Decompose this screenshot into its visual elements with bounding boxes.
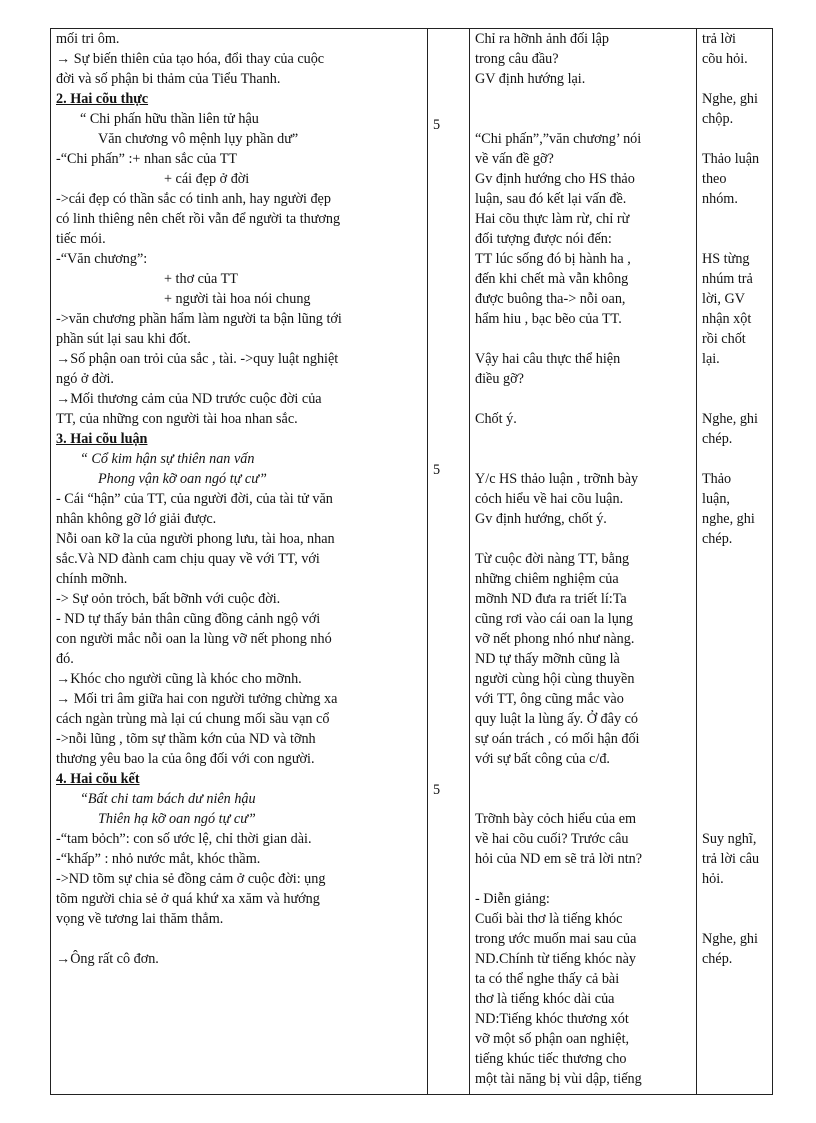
text-line: vỡ một số phận oan nghiệt,	[475, 1031, 630, 1047]
time-mark: 5	[433, 462, 441, 478]
text-line: ->nỗi lũng , tõm sự thầm kớn của ND và tỡnh	[56, 731, 316, 747]
text-line	[475, 529, 697, 549]
text-line	[702, 809, 772, 829]
text-line	[702, 689, 772, 709]
text-line	[702, 549, 772, 569]
text-line: lời, GV	[702, 291, 745, 307]
text-line: phần sút lại sau khi đốt.	[56, 331, 191, 347]
text-line: nhân không gỡ lớ giải được.	[56, 511, 217, 527]
text-line: + người tài hoa nói chung	[164, 291, 311, 307]
text-line: -“Văn chương”:	[56, 251, 148, 267]
text-line	[475, 789, 697, 809]
text-line: với sự bất công của c/đ.	[475, 751, 610, 767]
text-line: ngó ở đời.	[56, 371, 114, 387]
text-line: nghe, ghi	[702, 511, 755, 527]
text-line	[702, 789, 772, 809]
text-line: + thơ của TT	[164, 271, 238, 287]
text-line	[475, 769, 697, 789]
text-line: được buông tha-> nỗi oan,	[475, 291, 626, 307]
text-line: nhóm.	[702, 191, 738, 207]
text-line: rồi chốt	[702, 331, 746, 347]
text-line: Suy nghĩ,	[702, 831, 757, 847]
text-line: cõu hỏi.	[702, 51, 748, 67]
text-line: Cuối bài thơ là tiếng khóc	[475, 911, 623, 927]
text-line: về vấn đề gỡ?	[475, 151, 554, 167]
text-line: đời và số phận bi thảm của Tiểu Thanh.	[56, 71, 281, 87]
text-line: mỡnh ND đưa ra triết lí:Ta	[475, 591, 627, 607]
text-line: ->cái đẹp có thần sắc có tinh anh, hay người đẹp	[56, 191, 331, 207]
text-line	[702, 769, 772, 789]
text-line: trong câu đầu?	[475, 51, 559, 67]
text-line: Nghe, ghi	[702, 91, 758, 107]
poem-line: “ Cổ kim hận sự thiên nan vấn	[80, 451, 255, 467]
text-line: GV định hướng lại.	[475, 71, 586, 87]
text-line	[702, 209, 772, 229]
column-divider	[427, 29, 428, 1094]
text-line: luận, sau đó kết lại vấn đề.	[475, 191, 627, 207]
text-line	[475, 869, 697, 889]
text-line: hỏi của ND em sẽ trả lời ntn?	[475, 851, 643, 867]
text-line	[702, 609, 772, 629]
text-line: người cùng hội cùng thuyền	[475, 671, 635, 687]
text-line	[475, 449, 697, 469]
student-activity-column	[702, 29, 772, 969]
text-line: →Mối thương cảm của ND trước cuộc đời của	[56, 391, 322, 407]
text-line: “Chi phấn”,”văn chương’ nói	[475, 131, 642, 147]
text-line	[702, 129, 772, 149]
text-line: chép.	[702, 951, 733, 967]
text-line: mối tri ôm.	[56, 31, 120, 47]
text-line: - ND tự thấy bản thân cũng đồng cảnh ngộ với	[56, 611, 321, 627]
text-line: nhúm trả	[702, 271, 753, 287]
text-line: - Diễn giảng:	[475, 891, 550, 907]
text-line: → Mối tri âm giữa hai con người tưởng chừng xa	[56, 691, 338, 707]
text-line: lại.	[702, 351, 720, 367]
text-line: hẩm hiu , bạc bẽo của TT.	[475, 311, 622, 327]
text-line	[702, 749, 772, 769]
text-line: Y/c HS thảo luận , trỡnh bày	[475, 471, 639, 487]
text-line: Trỡnh bày cỏch hiểu của em	[475, 811, 637, 827]
text-line: chính mỡnh.	[56, 571, 128, 587]
text-line: Nghe, ghi	[702, 931, 758, 947]
text-line: →Ông rất cô đơn.	[56, 951, 159, 967]
text-line	[702, 629, 772, 649]
text-line	[702, 389, 772, 409]
text-line: những chiêm nghiệm của	[475, 571, 619, 587]
poem-line: Phong vận kỡ oan ngó tự cư”	[98, 471, 267, 487]
text-line: Nỗi oan kỡ la của người phong lưu, tài hoa, nhan	[56, 531, 335, 547]
text-line: -> Sự oỏn trỏch, bất bỡnh với cuộc đời.	[56, 591, 281, 607]
text-line: + cái đẹp ở đời	[164, 171, 250, 187]
text-line: tõm người chia sẻ ở quá khứ xa xăm và hướng	[56, 891, 320, 907]
text-line: cách ngàn trùng mà lại cú chung mối sầu vạn cổ	[56, 711, 330, 727]
text-line	[702, 449, 772, 469]
text-line: → Sự biến thiên của tạo hóa, đổi thay của cuộc	[56, 51, 325, 67]
lesson-table	[50, 28, 773, 1095]
text-line: ta có thể nghe thấy cả bài	[475, 971, 620, 987]
text-line: TT, của những con người tài hoa nhan sắc.	[56, 411, 298, 427]
text-line: chộp.	[702, 111, 734, 127]
text-line: chép.	[702, 531, 733, 547]
text-line: sự oán trách , có mối hận đối	[475, 731, 640, 747]
text-line	[56, 929, 422, 949]
text-line	[702, 589, 772, 609]
text-line: Nghe, ghi	[702, 411, 758, 427]
section-heading: 3. Hai cõu luận	[56, 431, 148, 447]
text-line: đối tượng được nói đến:	[475, 231, 612, 247]
text-line	[702, 909, 772, 929]
text-line	[702, 569, 772, 589]
text-line: thơ là tiếng khóc dài của	[475, 991, 615, 1007]
text-line	[702, 669, 772, 689]
text-line: ->văn chương phần hẩm làm người ta bận lũng tới	[56, 311, 342, 327]
text-line: TT lúc sống đó bị hành ha ,	[475, 251, 631, 267]
time-mark: 5	[433, 782, 441, 798]
text-line: luận,	[702, 491, 730, 507]
text-line: vọng về tương lai thăm thẳm.	[56, 911, 224, 927]
text-line	[702, 229, 772, 249]
text-line: với TT, ông cũng mắc vào	[475, 691, 624, 707]
text-line	[475, 389, 697, 409]
text-line: con người mắc nỗi oan la lùng vỡ nết phong nhó	[56, 631, 332, 647]
text-line: Chỉ ra hỡnh ảnh đối lập	[475, 31, 609, 47]
text-line: ->ND tõm sự chia sẻ đồng cảm ở cuộc đời: ụng	[56, 871, 326, 887]
text-line: Thảo	[702, 471, 732, 487]
text-line: vỡ nết phong nhó như nàng.	[475, 631, 635, 647]
poem-line: “Bất chi tam bách dư niên hậu	[80, 791, 256, 807]
text-line: - Cái “hận” của TT, của người đời, của tài tử văn	[56, 491, 333, 507]
text-line	[702, 889, 772, 909]
text-line: một tài năng bị vùi dập, tiếng	[475, 1071, 642, 1087]
text-line	[702, 729, 772, 749]
text-line	[702, 369, 772, 389]
text-line: có linh thiêng nên chết rồi vẫn để người ta thương	[56, 211, 341, 227]
text-line: quy luật la lùng ấy. Ở đây có	[475, 711, 638, 727]
text-line: cỏch hiểu về hai cõu luận.	[475, 491, 624, 507]
text-line: tiếng khúc tiếc thương cho	[475, 1051, 627, 1067]
section-heading: 2. Hai cõu thực	[56, 91, 149, 107]
text-line	[475, 109, 697, 129]
text-line: điều gỡ?	[475, 371, 524, 387]
text-line: đến khi chết mà vẫn không	[475, 271, 629, 287]
text-line: Từ cuộc đời nàng TT, bằng	[475, 551, 630, 567]
text-line	[702, 69, 772, 89]
text-line	[475, 329, 697, 349]
section-heading: 4. Hai cõu kết	[56, 771, 140, 787]
text-line: Gv định hướng, chốt ý.	[475, 511, 607, 527]
text-line: Gv định hướng cho HS thảo	[475, 171, 635, 187]
text-line: Thảo luận	[702, 151, 760, 167]
text-line: trả lời câu	[702, 851, 760, 867]
text-line: nhận xột	[702, 311, 752, 327]
time-mark: 5	[433, 117, 441, 133]
text-line	[702, 709, 772, 729]
content-column	[56, 29, 422, 969]
text-line: đó.	[56, 651, 74, 667]
text-line: Vậy hai câu thực thể hiện	[475, 351, 621, 367]
text-line	[702, 649, 772, 669]
text-line: →Khóc cho người cũng là khóc cho mỡnh.	[56, 671, 302, 687]
poem-line: “ Chi phấn hữu thần liên tử hậu	[80, 111, 259, 127]
text-line: ND:Tiếng khóc thương xót	[475, 1011, 629, 1027]
text-line	[475, 429, 697, 449]
text-line: thương yêu bao la của ông đối với con người.	[56, 751, 315, 767]
teacher-activity-column	[475, 29, 697, 1089]
text-line: Hai cõu thực làm rừ, chỉ rừ	[475, 211, 630, 227]
text-line: -“tam bỏch”: con số ước lệ, chỉ thời gian dài.	[56, 831, 312, 847]
text-line: sắc.Và ND đành cam chịu quay về với TT, với	[56, 551, 320, 567]
text-line: -“Chi phấn” :+ nhan sắc của TT	[56, 151, 238, 167]
text-line: ND.Chính từ tiếng khóc này	[475, 951, 636, 967]
text-line: về hai cõu cuối? Trước câu	[475, 831, 629, 847]
column-divider	[469, 29, 470, 1094]
text-line: trong ước muốn mai sau của	[475, 931, 637, 947]
text-line: hỏi.	[702, 871, 724, 887]
text-line: -“khấp” : nhỏ nước mắt, khóc thầm.	[56, 851, 261, 867]
text-line	[475, 89, 697, 109]
poem-line: Văn chương vô mệnh lụy phần dư”	[98, 131, 299, 147]
text-line: tiếc mói.	[56, 231, 106, 247]
text-line: cũng rơi vào cái oan la lụng	[475, 611, 633, 627]
text-line: theo	[702, 171, 727, 187]
text-line: →Số phận oan trỏi của sắc , tài. ->quy luật nghiệt	[56, 351, 339, 367]
text-line: trả lời	[702, 31, 736, 47]
text-line: ND tự thấy mỡnh cũng là	[475, 651, 620, 667]
text-line: Chốt ý.	[475, 411, 517, 427]
text-line: HS từng	[702, 251, 750, 267]
text-line: chép.	[702, 431, 733, 447]
poem-line: Thiên hạ kỡ oan ngó tự cư”	[98, 811, 256, 827]
